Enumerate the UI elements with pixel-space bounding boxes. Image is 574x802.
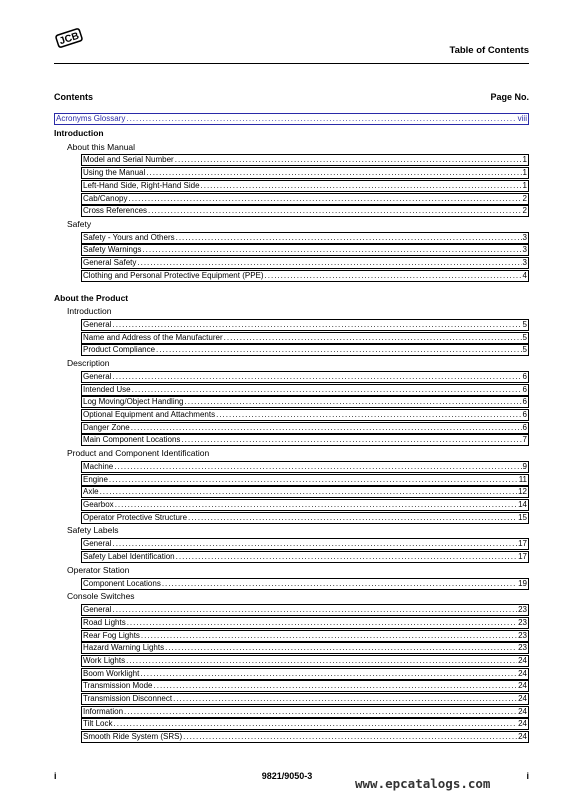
toc-entry-title: Smooth Ride System (SRS) (83, 732, 183, 742)
toc-entry-link[interactable] (81, 693, 529, 705)
toc-entry-page: 24 (518, 706, 527, 716)
toc-entry-page: 1 (522, 155, 527, 165)
toc-entry-link[interactable] (81, 680, 529, 692)
dot-leader (124, 706, 517, 717)
toc-entry-page: 23 (518, 605, 527, 615)
dot-leader (141, 630, 517, 641)
toc-entry-page: 23 (518, 630, 527, 640)
dot-leader (112, 538, 517, 549)
toc-entry-link[interactable] (81, 244, 529, 256)
toc-entry-link[interactable] (81, 434, 529, 446)
toc-entry-title: Hazard Warning Lights (83, 643, 165, 653)
toc-entry-link[interactable] (81, 409, 529, 421)
table-of-contents (54, 112, 529, 744)
toc-entry-page: 19 (518, 578, 527, 588)
toc-entry-link[interactable] (81, 474, 529, 486)
toc-entry-page: 6 (522, 397, 527, 407)
toc-entry-title: Tilt Lock (83, 719, 113, 729)
toc-entry-title: Machine (83, 462, 114, 472)
toc-entry-title: Axle (83, 487, 99, 497)
footer-document-number: 9821/9050-3 (261, 771, 313, 781)
toc-entry-page: 3 (522, 258, 527, 268)
toc-entry-title: Clothing and Personal Protective Equipment (PPE) (83, 270, 264, 280)
toc-entry-page: 2 (522, 206, 527, 216)
toc-entry-title: Intended Use (83, 384, 131, 394)
toc-entry-link[interactable] (81, 232, 529, 244)
toc-entry-title: General (83, 605, 112, 615)
toc-entry-title: Transmission Disconnect (83, 694, 173, 703)
toc-entry-title: Rear Fog Lights (83, 630, 140, 640)
toc-entry-page: 12 (518, 487, 527, 497)
dot-leader (131, 422, 522, 433)
dot-leader (126, 113, 516, 124)
dot-leader (146, 167, 521, 178)
toc-entry-link[interactable] (81, 512, 529, 524)
dot-leader (137, 257, 521, 268)
dot-leader (142, 244, 521, 255)
toc-entry-title: General (83, 539, 112, 549)
toc-entry-link[interactable] (81, 344, 529, 356)
toc-entry-link[interactable] (81, 630, 529, 642)
toc-entry-page: 23 (518, 643, 527, 653)
toc-entry-link[interactable] (81, 538, 529, 550)
dot-leader (126, 655, 517, 666)
toc-entry-title: Operator Protective Structure (83, 512, 188, 522)
toc-entry-link[interactable] (81, 617, 529, 629)
toc-entry-title: General (83, 372, 112, 381)
toc-entry-page: 5 (522, 332, 527, 342)
toc-section-heading: About the Product (54, 292, 129, 303)
footer-page-right: i (526, 771, 529, 781)
contents-column-heading: Contents (54, 92, 93, 102)
jcb-logo (54, 27, 84, 49)
toc-entry-title: Information (83, 706, 124, 716)
toc-entry-page: 3 (522, 245, 527, 255)
watermark-url: www.epcatalogs.com (355, 776, 491, 791)
logo-lettering: JCB (58, 30, 81, 48)
dot-leader (114, 461, 521, 472)
toc-entry-page: 1 (522, 180, 527, 190)
dot-leader (114, 718, 518, 729)
toc-entry-title: Product Compliance (83, 345, 156, 355)
toc-entry-title: Component Locations (83, 578, 161, 588)
toc-entry-page: viii (517, 113, 527, 123)
dot-leader (109, 474, 518, 485)
page-title: Table of Contents (449, 45, 529, 56)
dot-leader (188, 512, 517, 523)
toc-section-heading: Introduction (54, 128, 104, 139)
toc-entry-title: General Safety (83, 258, 137, 268)
dot-leader (148, 205, 522, 216)
toc-entry-page: 24 (518, 732, 527, 742)
toc-entry-page: 24 (518, 694, 527, 703)
dot-leader (162, 578, 517, 589)
toc-entry-title: Cab/Canopy (83, 193, 128, 203)
toc-entry-link[interactable] (81, 461, 529, 473)
page-number-column-heading: Page No. (490, 92, 529, 102)
dot-leader (128, 193, 521, 204)
toc-entry-page: 6 (522, 372, 527, 381)
toc-entry-link[interactable] (81, 551, 529, 563)
toc-entry-page: 4 (522, 270, 527, 280)
dot-leader (112, 604, 517, 615)
dot-leader (154, 680, 518, 691)
toc-entry-title: Acronyms Glossary (56, 113, 126, 123)
dot-leader (132, 384, 522, 395)
toc-entry-title: Main Component Locations (83, 435, 181, 445)
toc-entry-page: 24 (518, 655, 527, 665)
dot-leader (175, 154, 522, 165)
toc-entry-page: 17 (518, 552, 527, 562)
toc-entry-link[interactable] (81, 270, 529, 282)
toc-entry-page: 6 (522, 422, 527, 432)
toc-entry-title: General (83, 320, 112, 330)
toc-entry-link[interactable] (81, 578, 529, 590)
toc-entry-title: Using the Manual (83, 168, 146, 178)
toc-entry-link[interactable] (81, 668, 529, 680)
toc-entry-title: Safety Label Identification (83, 552, 175, 562)
toc-entry-link[interactable] (81, 332, 529, 344)
dot-leader (181, 434, 521, 445)
dot-leader (112, 319, 521, 330)
dot-leader (224, 332, 522, 343)
toc-entry-link[interactable] (81, 706, 529, 718)
dot-leader (201, 180, 522, 191)
dot-leader (112, 371, 521, 382)
toc-entry-link[interactable] (81, 193, 529, 205)
dot-leader (176, 551, 517, 562)
dot-leader (173, 693, 517, 704)
toc-entry-title: Engine (83, 474, 108, 484)
toc-entry-title: Model and Serial Number (83, 155, 174, 165)
toc-entry-link[interactable] (81, 154, 529, 166)
toc-entry-title: Transmission Mode (83, 681, 153, 691)
toc-entry-page: 15 (518, 512, 527, 522)
toc-entry-page: 17 (518, 539, 527, 549)
toc-entry-link[interactable] (81, 604, 529, 616)
dot-leader (185, 396, 522, 407)
toc-entry-link[interactable] (81, 167, 529, 179)
toc-entry-title: Work Lights (83, 655, 126, 665)
toc-subsection-heading: Console Switches (67, 591, 135, 602)
toc-entry-page: 3 (522, 232, 527, 242)
toc-entry-link[interactable] (81, 486, 529, 498)
toc-entry-link[interactable] (81, 396, 529, 408)
toc-entry-page: 6 (522, 384, 527, 394)
toc-entry-page: 11 (518, 474, 527, 484)
dot-leader (156, 344, 522, 355)
toc-entry-link[interactable] (81, 180, 529, 192)
dot-leader (100, 486, 518, 497)
toc-entry-page: 5 (522, 345, 527, 355)
dot-leader (216, 409, 521, 420)
dot-leader (165, 642, 517, 653)
toc-entry-title: Danger Zone (83, 422, 130, 432)
toc-entry-page: 24 (518, 681, 527, 691)
dot-leader (115, 499, 517, 510)
toc-entry-page: 5 (522, 320, 527, 330)
toc-entry-link[interactable] (54, 113, 529, 125)
dot-leader (140, 668, 517, 679)
toc-entry-page: 1 (522, 168, 527, 178)
toc-subsection-heading: Safety (67, 218, 92, 229)
toc-entry-page: 24 (518, 668, 527, 678)
toc-entry-page: 2 (522, 193, 527, 203)
toc-entry-link[interactable] (81, 422, 529, 434)
dot-leader (127, 617, 517, 628)
dot-leader (176, 232, 522, 243)
toc-entry-title: Safety - Yours and Others (83, 232, 175, 242)
toc-entry-title: Optional Equipment and Attachments (83, 410, 216, 420)
toc-subsection-heading: Description (67, 358, 110, 369)
toc-subsection-heading: Safety Labels (67, 525, 119, 536)
toc-entry-link[interactable] (81, 205, 529, 217)
toc-entry-page: 9 (522, 462, 527, 472)
toc-entry-title: Left-Hand Side, Right-Hand Side (83, 180, 200, 190)
toc-entry-title: Road Lights (83, 617, 126, 627)
toc-entry-link[interactable] (81, 384, 529, 396)
toc-entry-link[interactable] (81, 718, 529, 730)
toc-entry-title: Log Moving/Object Handling (83, 397, 184, 407)
toc-entry-title: Boom Worklight (83, 668, 140, 678)
dot-leader (265, 270, 522, 281)
dot-leader (183, 731, 517, 742)
toc-entry-page: 14 (518, 500, 527, 510)
toc-entry-page: 23 (518, 617, 527, 627)
footer-page-left: i (54, 771, 57, 781)
toc-entry-title: Cross References (83, 206, 148, 216)
toc-entry-link[interactable] (81, 499, 529, 511)
toc-entry-title: Gearbox (83, 500, 114, 510)
toc-entry-link[interactable] (81, 731, 529, 743)
toc-entry-link[interactable] (81, 642, 529, 654)
toc-subsection-heading: Operator Station (67, 564, 130, 575)
toc-entry-page: 24 (518, 719, 527, 729)
toc-entry-link[interactable] (81, 257, 529, 269)
toc-entry-link[interactable] (81, 371, 529, 383)
header-divider (54, 63, 529, 64)
toc-subsection-heading: About this Manual (67, 141, 136, 152)
toc-entry-link[interactable] (81, 319, 529, 331)
toc-subsection-heading: Introduction (67, 306, 112, 317)
toc-entry-title: Safety Warnings (83, 245, 142, 255)
toc-entry-page: 6 (522, 410, 527, 420)
toc-entry-link[interactable] (81, 655, 529, 667)
toc-subsection-heading: Product and Component Identification (67, 448, 210, 459)
toc-entry-page: 7 (522, 435, 527, 445)
toc-entry-title: Name and Address of the Manufacturer (83, 332, 223, 342)
